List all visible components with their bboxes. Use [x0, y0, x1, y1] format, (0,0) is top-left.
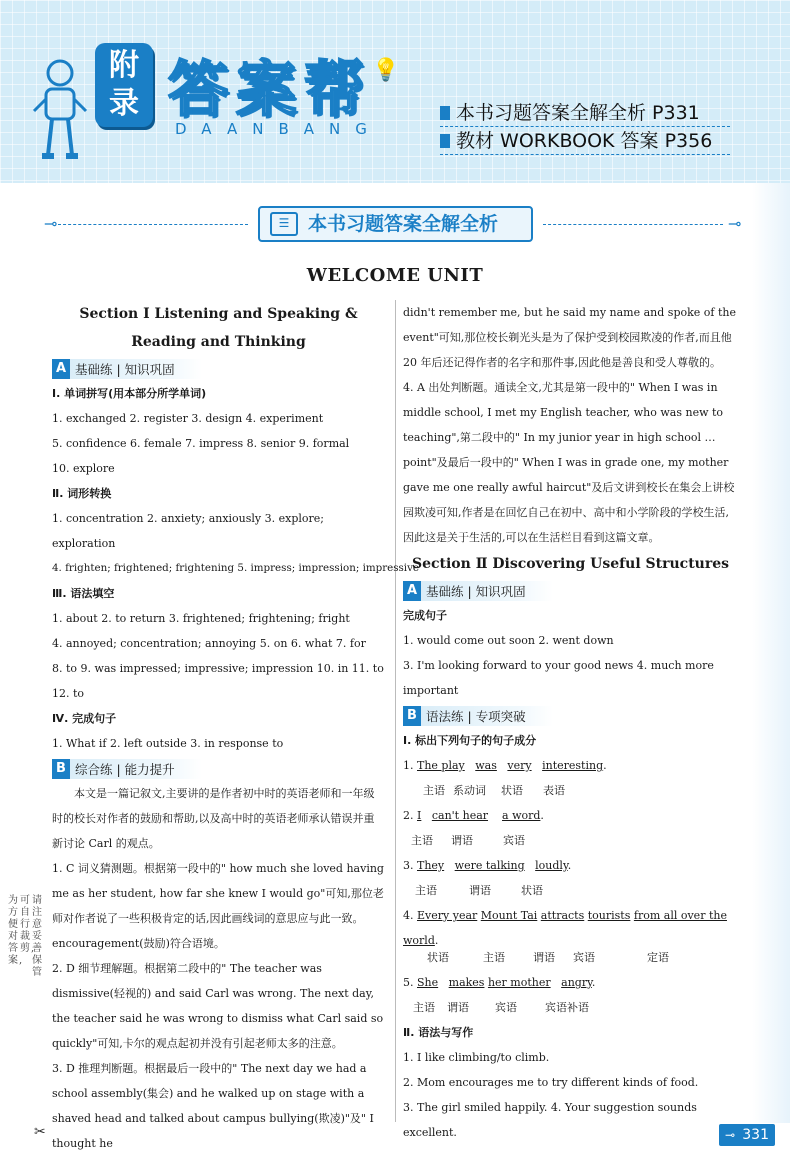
label: 主语	[423, 784, 445, 797]
tag-label: 语法练 | 专项突破	[426, 708, 526, 724]
label: 谓语	[533, 951, 555, 964]
answer-line: 1. would come out soon 2. went down	[403, 634, 614, 647]
subsection-head: Ⅰ. 单词拼写(用本部分所学单词)	[52, 387, 207, 400]
subsection-head: Ⅳ. 完成句子	[52, 712, 117, 725]
plug-icon: ⊸	[728, 214, 742, 233]
left-column	[52, 300, 420, 1156]
badge-char-1: 附	[109, 48, 139, 83]
label: 宾语	[495, 1001, 517, 1014]
brand-title: 答案帮	[168, 55, 372, 125]
label: 谓语	[447, 1001, 469, 1014]
index-entry-workbook: 教材 WORKBOOK 答案 P356	[440, 128, 712, 154]
question-explanation: 2. D 细节理解题。根据第二段中的" The teacher was dismissive(轻视的) and said Carl was wrong. The next day, the teacher said he was wrong to dismiss what Carl said so quickly"可知,卡尔的观点起初并没有引起老师太多的注意。	[52, 962, 384, 1050]
answer-line: 5. confidence 6. female 7. impress 8. senior 9. formal	[52, 437, 350, 450]
label: 主语	[411, 834, 433, 847]
side-note-line: 为方便对答案,	[8, 895, 24, 966]
index-divider	[440, 154, 730, 155]
label: 状语	[501, 784, 523, 797]
answer-line: 12. to	[52, 687, 85, 700]
part: tourists	[587, 909, 631, 922]
page-number: 331	[742, 1127, 769, 1143]
subsection-head: Ⅱ. 词形转换	[52, 487, 112, 500]
appendix-badge	[95, 43, 153, 127]
tag-comprehensive-practice	[52, 759, 202, 779]
label: 定语	[647, 951, 669, 964]
part: attracts	[540, 909, 585, 922]
tag-basic-practice	[52, 359, 202, 379]
unit-title: WELCOME UNIT	[306, 265, 484, 286]
right-column	[403, 300, 738, 1145]
tag-letter: A	[403, 581, 421, 601]
label: 主语	[415, 884, 437, 897]
document-icon: ☰	[270, 212, 298, 236]
answer-line: 1. I like climbing/to climb.	[403, 1051, 550, 1064]
analysis-sentence-5	[403, 970, 738, 995]
num: 2.	[403, 809, 417, 822]
answer-line: 4. frighten; frightened; frightening 5. impress; impression; impressive	[52, 562, 420, 574]
passage-intro: 本文是一篇记叙文,主要讲的是作者初中时的英语老师和一年级时的校长对作者的鼓励和帮助,以及高中时的英语老师承认错误并重新讨论 Carl 的观点。	[52, 787, 375, 850]
answer-line: 1. concentration 2. anxiety; anxiously 3. explore; exploration	[52, 512, 325, 550]
analysis-sentence-1	[403, 753, 738, 778]
lightbulb-icon: 💡	[372, 58, 400, 83]
answer-line: 1. about 2. to return 3. frightened; frightening; fright	[52, 612, 350, 625]
plug-icon: ⊸	[725, 1128, 736, 1142]
part: She	[417, 976, 439, 989]
analysis-sentence-3	[403, 853, 738, 878]
part: angry	[561, 976, 592, 989]
section-title: Section Ⅱ Discovering Useful Structures	[411, 556, 730, 572]
part: were talking	[454, 859, 525, 872]
banner-rule-right	[543, 224, 723, 225]
answer-line: 3. I'm looking forward to your good news 4. much more important	[403, 659, 714, 697]
label: 系动词	[453, 784, 486, 797]
component-labels	[403, 995, 738, 1020]
tag-basic-practice	[403, 581, 553, 601]
label: 宾语	[503, 834, 525, 847]
brand-subtitle: DAANBANG	[175, 120, 382, 138]
answer-line: 2. Mom encourages me to try different kinds of food.	[403, 1076, 699, 1089]
label: 谓语	[469, 884, 491, 897]
punct: .	[591, 976, 596, 989]
part: They	[417, 859, 445, 872]
page-number-badge	[719, 1124, 775, 1146]
column-divider	[395, 300, 396, 1122]
part: interesting	[542, 759, 604, 772]
subsection-head: Ⅰ. 标出下列句子的句子成分	[403, 734, 537, 747]
num: 5.	[403, 976, 417, 989]
part: loudly	[535, 859, 568, 872]
component-labels	[403, 828, 738, 853]
index-divider	[440, 126, 730, 127]
section-title-cont: Reading and Thinking	[131, 334, 306, 350]
answer-line: 8. to 9. was impressed; impressive; impression 10. in 11. to	[52, 662, 384, 675]
question-explanation-cont: didn't remember me, but he said my name and spoke of the event"可知,那位校长剃光头是为了保护受到校园欺凌的作者,而且他 20 年后还记得作者的名字和那件事,因此他是善良和受人尊敬的。	[403, 306, 736, 369]
right-decor-strip	[752, 183, 790, 1123]
banner-rule-left	[58, 224, 248, 225]
part: can't hear	[431, 809, 489, 822]
subsection-head: Ⅱ. 语法与写作	[403, 1026, 474, 1039]
part: very	[507, 759, 532, 772]
label: 主语	[413, 1001, 435, 1014]
question-explanation: 4. A 出处判断题。通读全文,尤其是第一段中的" When I was in middle school, I met my English teacher, who was new to teaching",第二段中的" In my junior year in high school … point"及最后一段中的" When I was in grade one, my mother gave me one really awful haircut"及后文讲到校长在集会上讲校园欺凌可知,作者是在回忆自己在初中、高中和小学阶段的学校生活,因此这是关于生活的,可以在生活栏目看到这篇文章。	[403, 381, 735, 544]
label: 状语	[427, 951, 449, 964]
tag-label: 基础练 | 知识巩固	[75, 361, 175, 377]
answer-line: 1. exchanged 2. register 3. design 4. experiment	[52, 412, 324, 425]
question-explanation: 1. C 词义猜测题。根据第一段中的" how much she loved having me as her student, how far she knew I would go"可知,那位老师对作者说了一些积极肯定的话,因此画线词的意思应与此一致。encouragement(鼓励)符合语境。	[52, 862, 384, 950]
tag-letter: B	[403, 706, 421, 726]
label: 主语	[483, 951, 505, 964]
tag-label: 基础练 | 知识巩固	[426, 583, 526, 599]
plug-icon: ⊸	[44, 214, 58, 233]
part: Every year	[417, 909, 478, 922]
banner-title: 本书习题答案全解全析	[308, 213, 499, 235]
scissors-icon: ✂	[34, 1124, 46, 1140]
label: 表语	[543, 784, 565, 797]
cut-instruction	[8, 895, 44, 979]
part: makes	[448, 976, 485, 989]
answer-line: 10. explore	[52, 462, 115, 475]
num: 1.	[403, 759, 417, 772]
label: 状语	[521, 884, 543, 897]
subsection-head: 完成句子	[403, 609, 447, 622]
part: a word	[502, 809, 541, 822]
punct: .	[540, 809, 544, 822]
component-labels	[403, 878, 738, 903]
part: was	[475, 759, 497, 772]
answer-line: 3. The girl smiled happily. 4. Your suggestion sounds excellent.	[403, 1101, 697, 1139]
part: her mother	[487, 976, 551, 989]
section-title: Section Ⅰ Listening and Speaking &	[79, 306, 358, 322]
label: 宾语补语	[545, 1001, 589, 1014]
punct: .	[603, 759, 607, 772]
label: 宾语	[573, 951, 595, 964]
analysis-sentence-2	[403, 803, 738, 828]
robot-mascot-icon	[30, 55, 90, 165]
part: The play	[417, 759, 465, 772]
label: 谓语	[451, 834, 473, 847]
component-labels	[403, 778, 738, 803]
subsection-head: Ⅲ. 语法填空	[52, 587, 115, 600]
component-labels	[403, 945, 738, 970]
answer-line: 1. What if 2. left outside 3. in response to	[52, 737, 284, 750]
num: 4.	[403, 909, 417, 922]
tag-letter: B	[52, 759, 70, 779]
num: 3.	[403, 859, 417, 872]
index-entry-answers: 本书习题答案全解全析 P331	[440, 100, 700, 126]
side-note-line: 可自行裁剪,	[20, 895, 36, 954]
tag-letter: A	[52, 359, 70, 379]
section-banner	[258, 206, 533, 242]
side-note-line: 请注意妥善保管	[32, 895, 43, 978]
part: I	[417, 809, 422, 822]
punct: .	[567, 859, 572, 872]
tag-grammar-practice	[403, 706, 553, 726]
part: Mount Tai	[480, 909, 538, 922]
part: from all over the world	[403, 909, 727, 947]
question-explanation: 3. D 推理判断题。根据最后一段中的" The next day we had a school assembly(集会) and he walked up on stage with a shaved head and talked about campus bullying(欺凌)"及" I thought he	[52, 1062, 374, 1150]
punct: .	[434, 934, 439, 947]
tag-label: 综合练 | 能力提升	[75, 761, 175, 777]
answer-line: 4. annoyed; concentration; annoying 5. on 6. what 7. for	[52, 637, 366, 650]
badge-char-2: 录	[109, 86, 139, 121]
